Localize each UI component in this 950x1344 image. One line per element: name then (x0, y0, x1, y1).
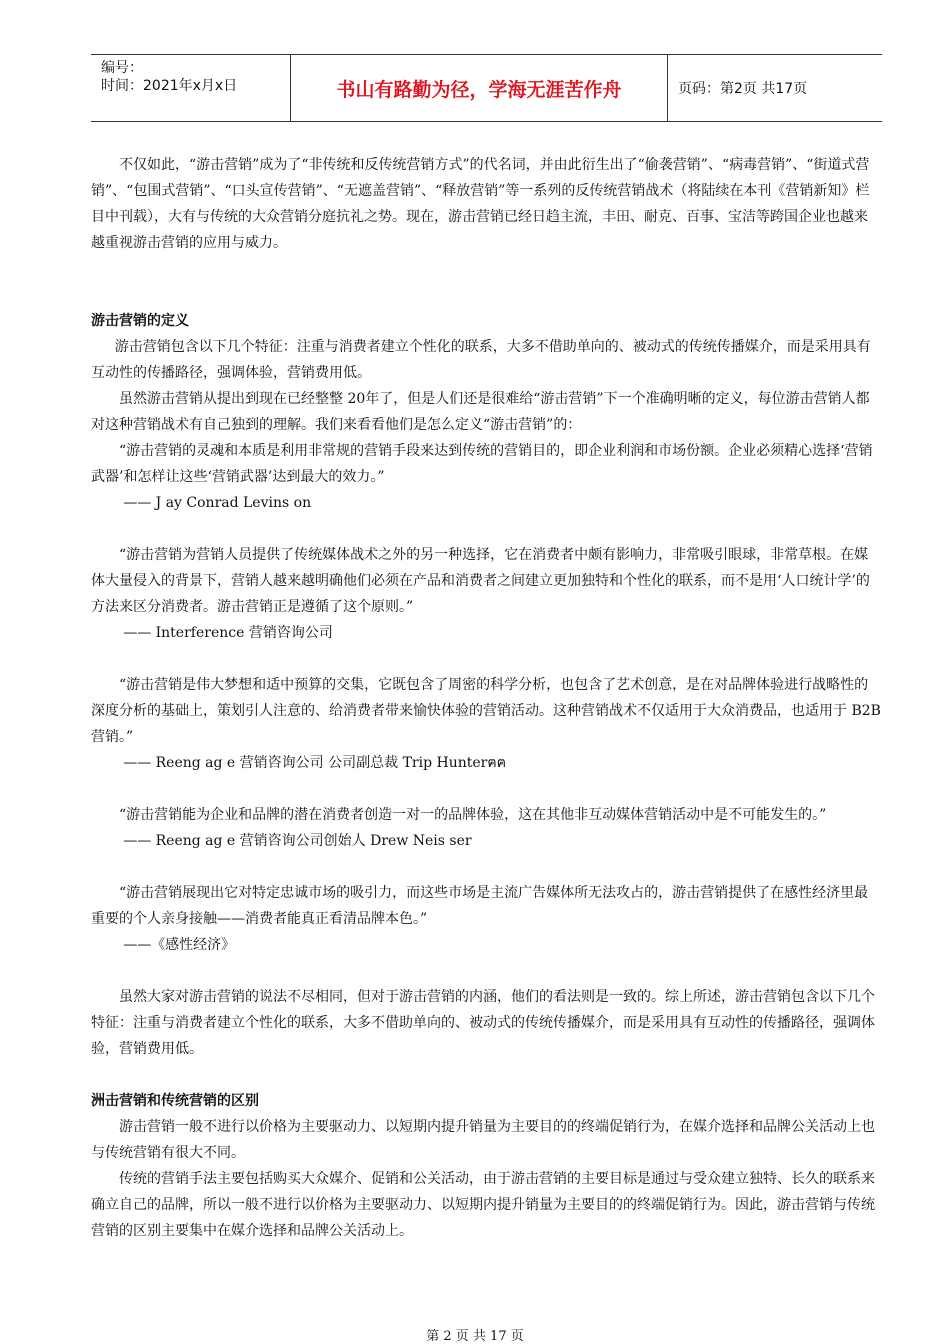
header-meta (91, 55, 291, 121)
quote-4: “游击营销能为企业和品牌的潜在消费者创造一对一的品牌体验，这在其他非互动媒体营销活动中是不可能发生的。” (119, 807, 827, 823)
page-header (91, 54, 882, 122)
section-heading-definition: 游击营销的定义 (91, 313, 189, 329)
page-footer: 第 2 页 共 17 页 (426, 1329, 524, 1344)
section-heading-difference: 洲击营销和传统营销的区别 (91, 1093, 259, 1109)
difference-paragraph-2: 传统的营销手法主要包括购买大众媒介、促销和公关活动，由于游击营销的主要目标是通过与受众建立独特、长久的联系来确立自己的品牌，所以一般不进行以价格为主要驱动力、以短期内提升销量为主要目的的终端促销行为。因此，游击营销与传统营销的区别主要集中在媒介选择和品牌公关活动上。 (91, 1171, 875, 1239)
summary-paragraph: 虽然大家对游击营销的说法不尽相同，但对于游击营销的内涵，他们的看法则是一致的。综上所述，游击营销包含以下几个特征：注重与消费者建立个性化的联系，大多不借助单向的、被动式的传统传播媒介，而是采用具有互动性的传播路径，强调体验，营销费用低。 (91, 989, 875, 1057)
quote-1-attribution: —— J ay Conrad Levins on (123, 495, 312, 511)
quote-2-attribution: —— Interference 营销咨询公司 (123, 625, 333, 641)
definition-paragraph-1: 游击营销包含以下几个特征：注重与消费者建立个性化的联系，大多不借助单向的、被动式的传统传播媒介，而是采用具有互动性的传播路径，强调体验，营销费用低。 (91, 339, 871, 381)
difference-paragraph-1: 游击营销一般不进行以价格为主要驱动力、以短期内提升销量为主要目的的终端促销行为，在媒介选择和品牌公关活动上也与传统营销有很大不同。 (91, 1119, 875, 1161)
quote-5: “游击营销展现出它对特定忠诚市场的吸引力，而这些市场是主流广告媒体所无法攻占的，游击营销提供了在感性经济里最重要的个人亲身接触——消费者能真正看清品牌本色。” (91, 885, 869, 927)
quote-3-attribution: —— Reeng ag e 营销咨询公司 公司副总裁 Trip Hunterฅฅ (123, 755, 507, 771)
quote-1: “游击营销的灵魂和本质是利用非常规的营销手段来达到传统的营销目的，即企业利润和市场份额。企业必须精心选择‘营销武器’和怎样让这些‘营销武器’达到最大的效力。” (91, 443, 873, 485)
intro-paragraph: 不仅如此，“游击营销”成为了“非传统和反传统营销方式”的代名词，并由此衍生出了“偷袭营销”、“病毒营销”、“街道式营销”、“包围式营销”、“口头宣传营销”、“无遮盖营销”、“释放营销”等一系列的反传统营销战术（将陆续在本刊《营销新知》栏目中刊载），大有与传统的大众营销分庭抗礼之势。现在，游击营销已经日趋主流，丰田、耐克、百事、宝洁等跨国企业也越来越重视游击营销的应用与威力。 (91, 157, 870, 251)
quote-4-attribution: —— Reeng ag e 营销咨询公司创始人 Drew Neis ser (123, 833, 472, 849)
quote-2: “游击营销为营销人员提供了传统媒体战术之外的另一种选择，它在消费者中颇有影响力，非常吸引眼球，非常草根。在媒体大量侵入的背景下，营销人越来越明确他们必须在产品和消费者之间建立更加独特和个性化的联系，而不是用‘人口统计学’的方法来区分消费者。游击营销正是遵循了这个原则。” (91, 547, 870, 615)
header-page-label: 页码：第2页 共17页 (678, 81, 808, 97)
header-motto: 书山有路勤为径，学海无涯苦作舟 (291, 55, 668, 121)
definition-paragraph-2: 虽然游击营销从提出到现在已经整整 20年了，但是人们还是很难给“游击营销”下一个准确明晰的定义，每位游击营销人都对这种营销战术有自己独到的理解。我们来看看他们是怎么定义“游击营销”的： (91, 391, 870, 433)
time-label: 时间：2021年x月x日 (101, 78, 238, 94)
quote-3: “游击营销是伟大梦想和适中预算的交集，它既包含了周密的科学分析，也包含了艺术创意，是在对品牌体验进行战略性的深度分析的基础上，策划引人注意的、给消费者带来愉快体验的营销活动。这种营销战术不仅适用于大众消费品，也适用于 B2B 营销。” (91, 677, 881, 745)
number-label: 编号： (101, 60, 143, 76)
quote-5-attribution: ——《感性经济》 (123, 937, 236, 953)
document-body (91, 152, 881, 1244)
